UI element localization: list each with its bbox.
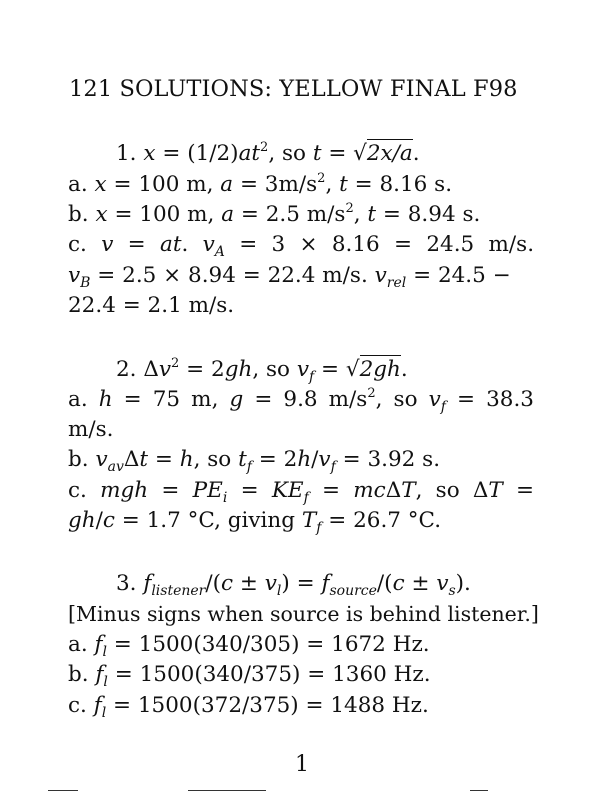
problem-1-heading: 1. $x = (1/2)at^2$, so t = √2x/a. [116, 140, 420, 166]
problem-2-part-c-line-2: gh/c = 1.7 °C, giving $T_f = 26.7$ °C. [68, 508, 442, 536]
problem-2-part-a-line-1: a. h = 75 m, g = 9.8 $m/s^2$, so $v_f = 38.3$ [68, 386, 534, 415]
problem-1-part-c-line-1: c. v = at. $v_A = 3 \times 8.16 = 24.5$ m/s. [68, 232, 535, 260]
problem-3-note: [Minus signs when source is behind listener.] [68, 602, 539, 626]
scan-artifact-line [188, 790, 266, 791]
scan-artifact-line [48, 790, 78, 791]
problem-3-part-b: b. $f_l = 1500(340/375) = 1360$ Hz. [68, 662, 431, 690]
problem-2-heading: 2. $\Delta v^2 = 2gh$, so $v_f = √2gh$. [116, 356, 408, 385]
page-number: 1 [295, 752, 309, 777]
problem-3-part-c: c. $f_l = 1500(372/375) = 1488$ Hz. [68, 693, 429, 721]
problem-2-part-c-line-1: c. mgh = $PE_i = KE_f = mc\Delta T$, so ΔT = [68, 478, 535, 506]
problem-3-part-a: a. $f_l = 1500(340/305) = 1672$ Hz. [68, 632, 430, 660]
page-title: 121 SOLUTIONS: YELLOW FINAL F98 [69, 76, 518, 102]
problem-1-part-a: a. x = 100 m, $a = 3m/s^2$, t = 8.16 s. [68, 171, 453, 197]
problem-2-part-b: b. $v_{av}\Delta t = h$, so $t_f = 2h/v_f = 3.92$ s. [68, 447, 441, 475]
problem-2-part-a-line-2: m/s. [68, 417, 114, 442]
problem-3-heading: 3. $f_{listener}/(c \pm v_l) = f_{source}/(c \pm v_s)$. [116, 571, 471, 599]
problem-1-part-c-line-3: 22.4 = 2.1 m/s. [68, 293, 235, 318]
problem-1-part-b: b. x = 100 m, a = 2.5 $m/s^2$, t = 8.94 s. [68, 201, 481, 227]
scan-artifact-line [470, 790, 488, 791]
problem-1-part-c-line-2: $v_B = 2.5 \times 8.94 = 22.4$ m/s. $v_{rel} = 24.5$ − [68, 263, 511, 291]
